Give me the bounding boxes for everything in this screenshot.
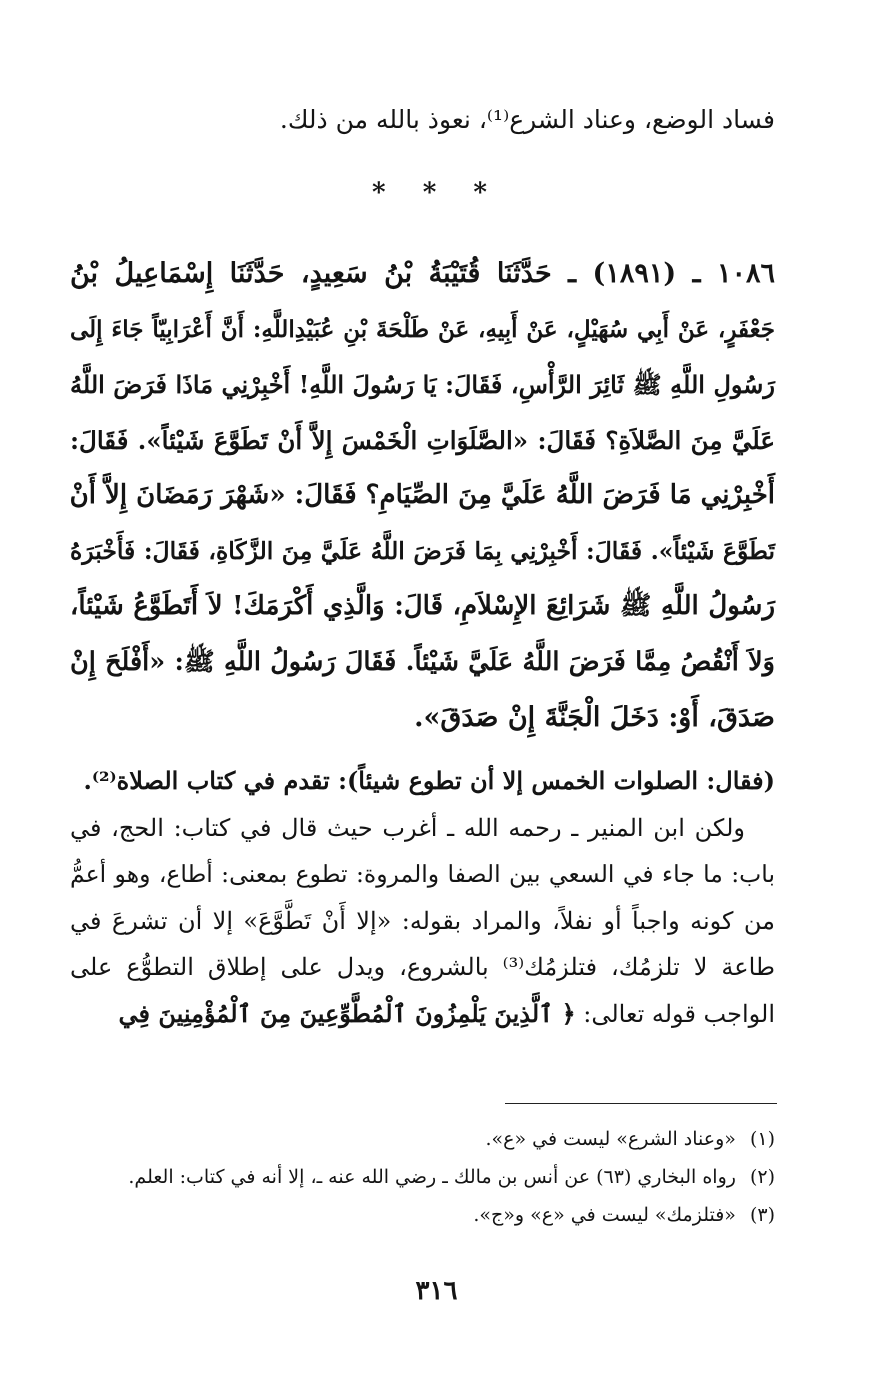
hadith-line: جَعْفَرٍ، عَنْ أَبِي سُهَيْلٍ، عَنْ أَبِيهِ، عَنْ طَلْحَةَ بْنِ عُبَيْدِاللَّهِ: أَنَّ أَعْرَابِيّاً جَاءَ إِلَى [70, 315, 775, 343]
quran-verse: ﴿ ٱلَّذِينَ يَلْمِزُونَ ٱلْمُطَّوِّعِينَ مِنَ ٱلْمُؤْمِنِينَ فِي [118, 998, 576, 1028]
intro-line: فساد الوضع، وعناد الشرع⁽¹⁾، نعوذ بالله من ذلك. [279, 105, 775, 134]
footnote-divider [505, 1103, 777, 1104]
footnote-item [70, 1196, 775, 1234]
footnote-number: (٢) [749, 1166, 775, 1188]
quran-line-prefix: الواجب قوله تعالى: [575, 999, 775, 1028]
hadith-line: صَدَقَ، أَوْ: دَخَلَ الْجَنَّةَ إِنْ صَدَقَ». [414, 702, 775, 733]
commentary-line: طاعة لا تلزمُك، فتلزمُك⁽³⁾ بالشروع، ويدل على إطلاق التطوُّع على [70, 953, 776, 981]
hadith-line: ١٠٨٦ ـ (١٨٩١) ـ حَدَّثَنَا قُتَيْبَةُ بْنُ سَعِيدٍ، حَدَّثَنَا إِسْمَاعِيلُ بْنُ [70, 258, 775, 289]
footnote-item [70, 1120, 775, 1158]
footnote-item [70, 1158, 775, 1196]
footnote-text: «وعناد الشرع» ليست في «ع». [485, 1128, 736, 1150]
commentary-line: من كونه واجباً أو نفلاً، والمراد بقوله: «إلا أَنْ تَطَّوَّعَ» إلا أن تشرعَ في [70, 906, 775, 935]
quran-line [70, 991, 775, 1038]
hadith-line: تَطَوَّعَ شَيْئاً». فَقَالَ: أَخْبِرْنِي بِمَا فَرَضَ اللَّهُ عَلَيَّ مِنَ الزَّكَاةِ، فَقَالَ: فَأَخْبَرَهُ [70, 536, 775, 565]
footnote-number: (١) [749, 1128, 775, 1150]
footnote-text: «فتلزمك» ليست في «ع» و«ج». [473, 1204, 736, 1226]
hadith-line: رَسُولُ اللَّهِ ﷺ شَرَائِعَ الإِسْلاَمِ، قَالَ: وَالَّذِي أَكْرَمَكَ! لاَ أَتَطَوَّعُ شَيْئاً، [70, 591, 775, 621]
hadith-text [70, 246, 775, 746]
hadith-line: وَلاَ أَنْقُصُ مِمَّا فَرَضَ اللَّهُ عَلَيَّ شَيْئاً. فَقَالَ رَسُولُ اللَّهِ ﷺ: «أَفْلَحَ إِنْ [70, 646, 775, 677]
hadith-line: أَخْبِرْنِي مَا فَرَضَ اللَّهُ عَلَيَّ مِنَ الصِّيَامِ؟ فَقَالَ: «شَهْرَ رَمَضَانَ إِلاَّ أَنْ [69, 480, 775, 510]
hadith-line: عَلَيَّ مِنَ الصَّلاَةِ؟ فَقَالَ: «الصَّلَوَاتِ الْخَمْسَ إِلاَّ أَنْ تَطَوَّعَ شَيْئاً». فَقَالَ: [70, 425, 775, 455]
footnote-text: رواه البخاري (٦٣) عن أنس بن مالك ـ رضي الله عنه ـ، إلا أنه في كتاب: العلم. [128, 1166, 736, 1188]
page-number: ٣١٦ [415, 1276, 458, 1306]
commentary-heading: (فقال: الصلوات الخمس إلا أن تطوع شيئاً): تقدم في كتاب الصلاة⁽²⁾. [83, 766, 775, 795]
commentary-text [70, 758, 775, 1037]
intro-paragraph [70, 96, 775, 144]
commentary-line: ولكن ابن المنير ـ رحمه الله ـ أغرب حيث قال في كتاب: الحج، في [70, 813, 745, 842]
section-divider: * * * [372, 178, 501, 208]
hadith-line: رَسُولِ اللَّهِ ﷺ ثَائِرَ الرَّأْسِ، فَقَالَ: يَا رَسُولَ اللَّهِ! أَخْبِرْنِي مَاذَا فَرَضَ اللَّهُ [70, 370, 775, 399]
commentary-line: باب: ما جاء في السعي بين الصفا والمروة: تطوع بمعنى: أطاع، وهو أعمُّ [70, 860, 775, 888]
footnote-number: (٣) [749, 1204, 775, 1226]
footnotes [70, 1120, 775, 1234]
